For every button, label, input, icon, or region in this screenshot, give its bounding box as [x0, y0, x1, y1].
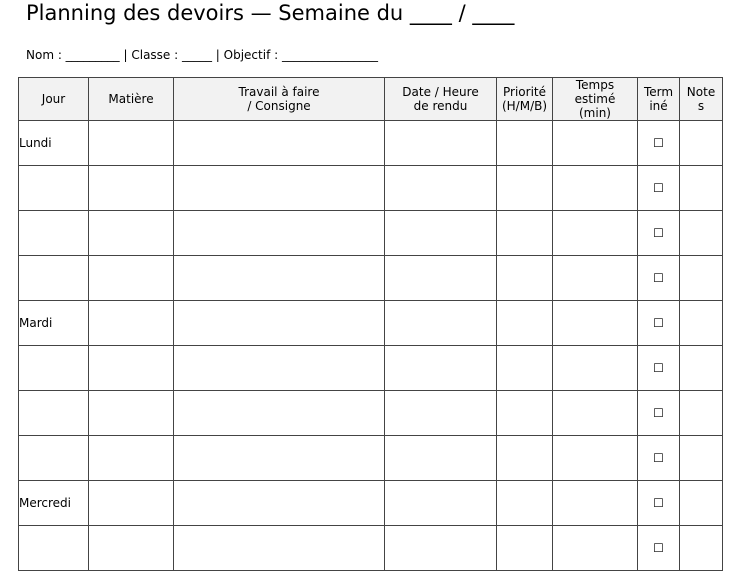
- column-header-due-date: Date / Heure de rendu: [385, 78, 497, 121]
- subject-cell[interactable]: [89, 346, 174, 391]
- assignment-cell[interactable]: [174, 211, 385, 256]
- subject-cell[interactable]: [89, 391, 174, 436]
- priority-cell[interactable]: [497, 121, 553, 166]
- done-checkbox[interactable]: ☐: [638, 346, 680, 391]
- table-row: [19, 436, 723, 481]
- estimated-time-cell[interactable]: [553, 166, 638, 211]
- due-date-cell[interactable]: [385, 301, 497, 346]
- estimated-time-cell[interactable]: [553, 121, 638, 166]
- due-date-cell[interactable]: [385, 121, 497, 166]
- notes-cell[interactable]: [680, 481, 723, 526]
- day-cell: [19, 391, 89, 436]
- done-checkbox[interactable]: ☐: [638, 256, 680, 301]
- due-date-cell[interactable]: [385, 436, 497, 481]
- subject-cell[interactable]: [89, 166, 174, 211]
- estimated-time-cell[interactable]: [553, 391, 638, 436]
- assignment-cell[interactable]: [174, 121, 385, 166]
- estimated-time-cell[interactable]: [553, 211, 638, 256]
- subject-cell[interactable]: [89, 436, 174, 481]
- done-checkbox[interactable]: ☐: [638, 301, 680, 346]
- estimated-time-cell[interactable]: [553, 436, 638, 481]
- estimated-time-cell[interactable]: [553, 256, 638, 301]
- notes-cell[interactable]: [680, 346, 723, 391]
- subject-cell[interactable]: [89, 211, 174, 256]
- assignment-cell[interactable]: [174, 526, 385, 571]
- done-checkbox[interactable]: ☐: [638, 211, 680, 256]
- column-header-done: Term iné: [638, 78, 680, 121]
- column-header-day: Jour: [19, 78, 89, 121]
- due-date-cell[interactable]: [385, 526, 497, 571]
- day-cell: [19, 211, 89, 256]
- estimated-time-cell[interactable]: [553, 346, 638, 391]
- planner-rows: [19, 121, 723, 571]
- estimated-time-cell[interactable]: [553, 481, 638, 526]
- column-header-subject: Matière: [89, 78, 174, 121]
- priority-cell[interactable]: [497, 481, 553, 526]
- due-date-cell[interactable]: [385, 166, 497, 211]
- notes-cell[interactable]: [680, 436, 723, 481]
- priority-cell[interactable]: [497, 166, 553, 211]
- table-row: [19, 121, 723, 166]
- assignment-cell[interactable]: [174, 436, 385, 481]
- day-cell: [19, 256, 89, 301]
- table-row: [19, 166, 723, 211]
- done-checkbox[interactable]: ☐: [638, 121, 680, 166]
- done-checkbox[interactable]: ☐: [638, 436, 680, 481]
- due-date-cell[interactable]: [385, 211, 497, 256]
- table-header-row: [19, 78, 723, 121]
- done-checkbox[interactable]: ☐: [638, 391, 680, 436]
- due-date-cell[interactable]: [385, 256, 497, 301]
- due-date-cell[interactable]: [385, 481, 497, 526]
- column-header-estimated-time: Temps estimé (min): [553, 78, 638, 121]
- priority-cell[interactable]: [497, 211, 553, 256]
- notes-cell[interactable]: [680, 121, 723, 166]
- assignment-cell[interactable]: [174, 166, 385, 211]
- day-cell: Mercredi: [19, 481, 89, 526]
- column-header-assignment: Travail à faire / Consigne: [174, 78, 385, 121]
- day-cell: [19, 346, 89, 391]
- day-cell: Mardi: [19, 301, 89, 346]
- assignment-cell[interactable]: [174, 391, 385, 436]
- estimated-time-cell[interactable]: [553, 301, 638, 346]
- day-cell: Lundi: [19, 121, 89, 166]
- table-row: [19, 391, 723, 436]
- homework-planner-table: [18, 77, 723, 571]
- notes-cell[interactable]: [680, 256, 723, 301]
- assignment-cell[interactable]: [174, 481, 385, 526]
- priority-cell[interactable]: [497, 391, 553, 436]
- notes-cell[interactable]: [680, 526, 723, 571]
- table-row: [19, 211, 723, 256]
- assignment-cell[interactable]: [174, 256, 385, 301]
- notes-cell[interactable]: [680, 301, 723, 346]
- subject-cell[interactable]: [89, 256, 174, 301]
- priority-cell[interactable]: [497, 256, 553, 301]
- assignment-cell[interactable]: [174, 346, 385, 391]
- table-row: [19, 346, 723, 391]
- priority-cell[interactable]: [497, 301, 553, 346]
- done-checkbox[interactable]: ☐: [638, 481, 680, 526]
- due-date-cell[interactable]: [385, 391, 497, 436]
- subject-cell[interactable]: [89, 526, 174, 571]
- priority-cell[interactable]: [497, 436, 553, 481]
- table-row: [19, 481, 723, 526]
- subject-cell[interactable]: [89, 121, 174, 166]
- assignment-cell[interactable]: [174, 301, 385, 346]
- table-row: [19, 256, 723, 301]
- table-row: [19, 526, 723, 571]
- notes-cell[interactable]: [680, 211, 723, 256]
- day-cell: [19, 526, 89, 571]
- page-title: Planning des devoirs — Semaine du ____ / ____: [26, 1, 515, 25]
- column-header-priority: Priorité (H/M/B): [497, 78, 553, 121]
- notes-cell[interactable]: [680, 166, 723, 211]
- subject-cell[interactable]: [89, 481, 174, 526]
- estimated-time-cell[interactable]: [553, 526, 638, 571]
- due-date-cell[interactable]: [385, 346, 497, 391]
- priority-cell[interactable]: [497, 346, 553, 391]
- column-header-notes: Note s: [680, 78, 723, 121]
- notes-cell[interactable]: [680, 391, 723, 436]
- subject-cell[interactable]: [89, 301, 174, 346]
- done-checkbox[interactable]: ☐: [638, 526, 680, 571]
- day-cell: [19, 436, 89, 481]
- student-info-line: Nom : _________ | Classe : _____ | Objectif : ________________: [26, 48, 378, 62]
- done-checkbox[interactable]: ☐: [638, 166, 680, 211]
- day-cell: [19, 166, 89, 211]
- table-row: [19, 301, 723, 346]
- priority-cell[interactable]: [497, 526, 553, 571]
